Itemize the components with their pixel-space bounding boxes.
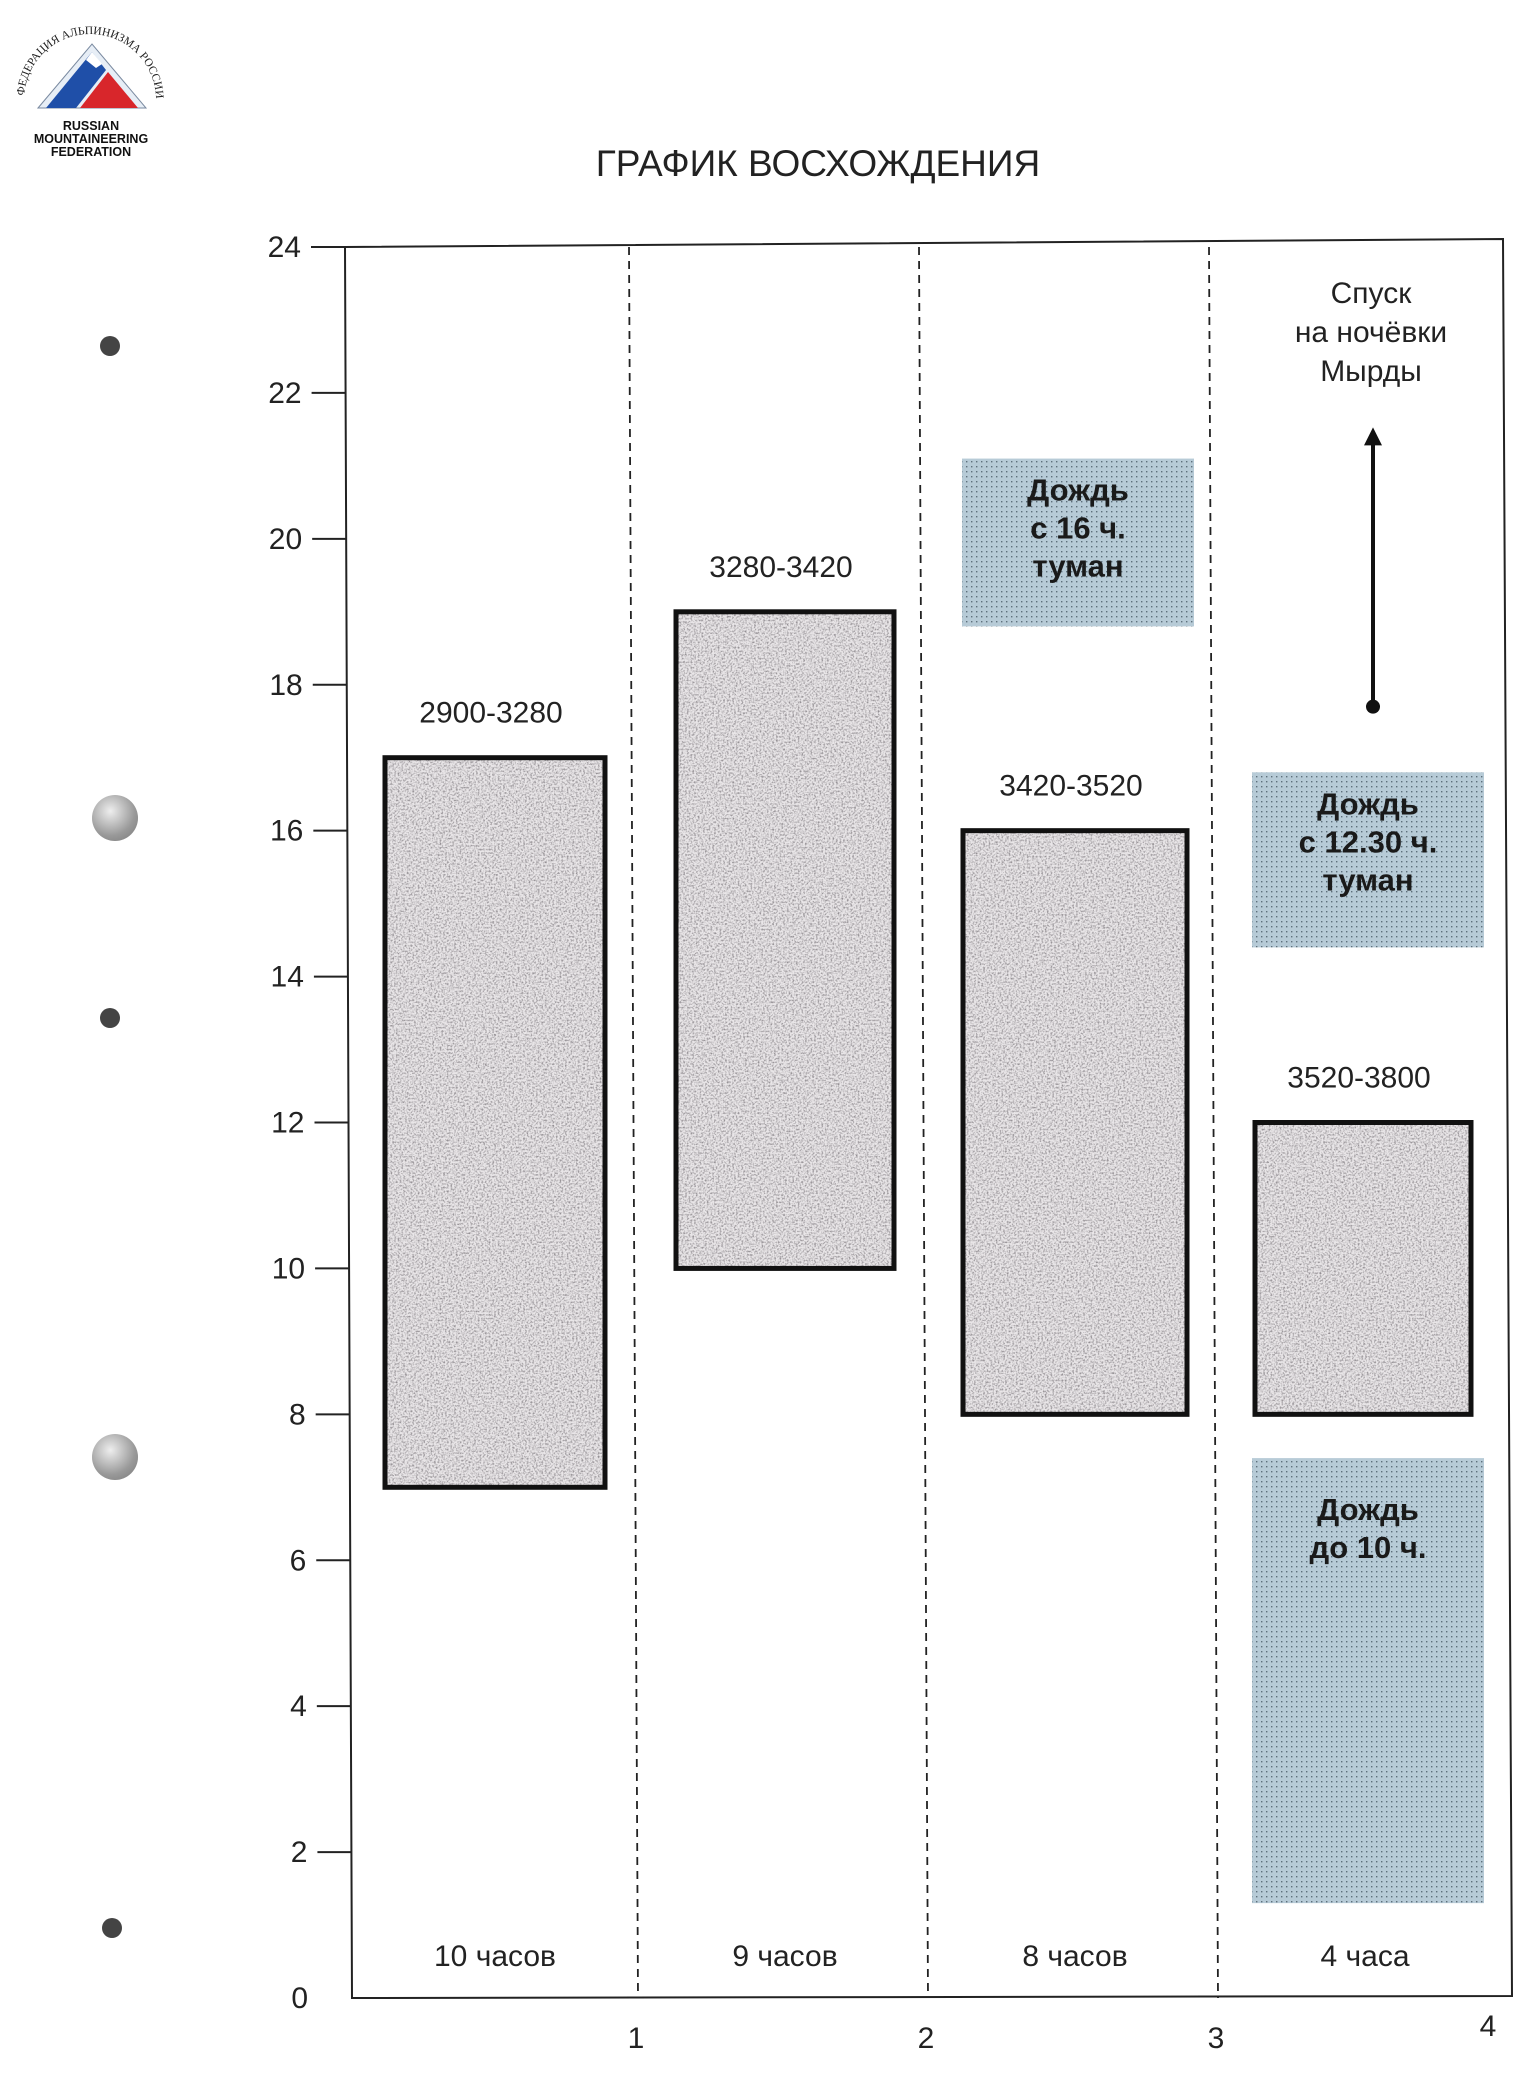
altitude-label: 3420-3520 <box>999 769 1143 803</box>
duration-label: 4 часа <box>1320 1940 1410 1973</box>
weather-label: Дождь <box>1317 1492 1419 1528</box>
y-tick-label: 16 <box>269 814 304 848</box>
weather-label: с 16 ч. <box>1030 510 1126 546</box>
weather-label: с 12.30 ч. <box>1298 824 1438 860</box>
y-tick-label: 4 <box>290 1690 307 1724</box>
y-tick-label: 0 <box>291 1982 308 2015</box>
altitude-label: 3280-3420 <box>709 550 853 584</box>
duration-label: 8 часов <box>1022 1940 1128 1973</box>
y-tick-label: 24 <box>267 231 301 264</box>
weather-label: до 10 ч. <box>1309 1530 1427 1566</box>
y-tick-label: 14 <box>270 960 304 994</box>
weather-label: Дождь <box>1317 786 1419 822</box>
y-tick-label: 18 <box>269 668 303 702</box>
y-tick-label: 2 <box>290 1836 308 1870</box>
duration-label: 10 часов <box>434 1940 556 1973</box>
y-tick-label: 12 <box>271 1106 305 1140</box>
annotation-text: Спуск <box>1330 277 1412 310</box>
climb-bar-fill <box>385 758 605 1488</box>
climb-bar-fill <box>963 831 1187 1415</box>
day-divider <box>1209 247 1218 1998</box>
x-tick-label: 2 <box>917 2022 935 2055</box>
annotation-text: Мырды <box>1320 355 1422 388</box>
logo-line-1: RUSSIAN <box>62 119 120 133</box>
duration-label: 9 часов <box>732 1940 838 1973</box>
climb-bar-fill <box>676 612 894 1269</box>
altitude-label: 3520-3800 <box>1287 1061 1431 1095</box>
day-divider <box>919 247 928 1998</box>
descent-annotation <box>1295 277 1447 714</box>
weather-label: Дождь <box>1027 472 1129 508</box>
x-tick-label: 3 <box>1207 2022 1225 2055</box>
logo-line-2: MOUNTAINEERING <box>33 132 149 146</box>
chart-title: ГРАФИК ВОСХОЖДЕНИЯ <box>595 143 1041 184</box>
arrow-up-icon <box>1364 427 1382 445</box>
y-tick-label: 8 <box>288 1398 306 1432</box>
y-tick-label: 6 <box>289 1544 307 1578</box>
weather-label: туман <box>1322 862 1414 898</box>
annotation-text: на ночёвки <box>1294 316 1448 349</box>
logo-arc-text: ФЕДЕРАЦИЯ АЛЬПИНИЗМА РОССИИ <box>15 24 166 100</box>
x-tick-label: 4 <box>1479 2010 1497 2043</box>
day-divider <box>629 247 638 1998</box>
climb-bar-fill <box>1255 1123 1471 1415</box>
y-axis <box>268 231 352 2015</box>
weather-label: туман <box>1032 548 1124 584</box>
y-tick-label: 22 <box>268 376 302 410</box>
logo-line-3: FEDERATION <box>50 145 132 159</box>
x-tick-label: 1 <box>627 2022 645 2055</box>
y-tick-label: 10 <box>271 1252 306 1286</box>
x-axis <box>628 2010 1497 2055</box>
y-tick-label: 20 <box>268 522 303 556</box>
altitude-label: 2900-3280 <box>419 696 563 730</box>
arrow-start-dot <box>1366 700 1380 714</box>
climb-bars <box>385 612 1471 1487</box>
